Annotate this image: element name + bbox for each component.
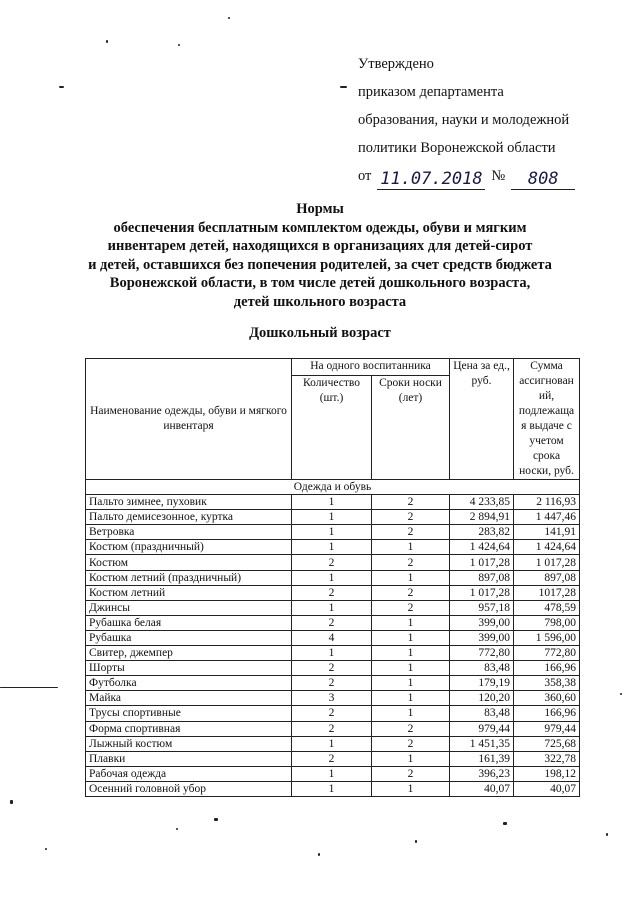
cell-name: Костюм xyxy=(86,555,292,570)
approval-region: политики Воронежской области xyxy=(358,140,556,156)
header-qty: Количество (шт.) xyxy=(292,375,372,479)
cell-term: 1 xyxy=(372,781,450,796)
cell-sum: 979,44 xyxy=(514,721,580,736)
cell-name: Трусы спортивные xyxy=(86,706,292,721)
cell-price: 120,20 xyxy=(450,691,514,706)
scan-speck xyxy=(214,818,218,821)
cell-name: Плавки xyxy=(86,751,292,766)
approval-approved: Утверждено xyxy=(358,56,434,72)
cell-term: 2 xyxy=(372,525,450,540)
table-row xyxy=(86,766,580,781)
cell-name: Костюм летний xyxy=(86,585,292,600)
table-row xyxy=(86,570,580,585)
cell-price: 283,82 xyxy=(450,525,514,540)
cell-qty: 4 xyxy=(292,630,372,645)
cell-price: 1 451,35 xyxy=(450,736,514,751)
cell-price: 957,18 xyxy=(450,600,514,615)
scan-speck xyxy=(503,822,507,825)
table-row xyxy=(86,661,580,676)
header-price: Цена за ед., руб. xyxy=(450,359,514,480)
cell-term: 2 xyxy=(372,510,450,525)
document-title xyxy=(0,200,640,312)
table-row xyxy=(86,751,580,766)
title-line: детей школьного возраста xyxy=(233,293,407,310)
cell-qty: 2 xyxy=(292,615,372,630)
cell-price: 83,48 xyxy=(450,661,514,676)
cell-price: 2 894,91 xyxy=(450,510,514,525)
cell-term: 2 xyxy=(372,736,450,751)
cell-name: Шорты xyxy=(86,661,292,676)
table-row xyxy=(86,600,580,615)
cell-name: Рубашка белая xyxy=(86,615,292,630)
title-line: инвентарем детей, находящихся в организациях для детей-сирот xyxy=(107,238,533,255)
cell-qty: 2 xyxy=(292,585,372,600)
scan-speck xyxy=(59,86,64,88)
cell-term: 1 xyxy=(372,615,450,630)
norms-table xyxy=(85,358,580,797)
approval-ot: от xyxy=(358,168,372,184)
table-row xyxy=(86,615,580,630)
scan-speck xyxy=(106,40,108,43)
cell-sum: 322,78 xyxy=(514,751,580,766)
header-term: Сроки носки (лет) xyxy=(372,375,450,479)
scan-speck xyxy=(606,833,608,836)
cell-name: Пальто зимнее, пуховик xyxy=(86,495,292,510)
approval-block xyxy=(358,50,598,190)
cell-qty: 1 xyxy=(292,495,372,510)
cell-name: Ветровка xyxy=(86,525,292,540)
cell-sum: 478,59 xyxy=(514,600,580,615)
table-row xyxy=(86,525,580,540)
cell-term: 2 xyxy=(372,721,450,736)
table-row xyxy=(86,585,580,600)
table-row xyxy=(86,691,580,706)
cell-price: 179,19 xyxy=(450,676,514,691)
cell-sum: 1 596,00 xyxy=(514,630,580,645)
cell-name: Осенний головной убор xyxy=(86,781,292,796)
cell-qty: 3 xyxy=(292,691,372,706)
cell-price: 83,48 xyxy=(450,706,514,721)
cell-term: 1 xyxy=(372,646,450,661)
scan-speck xyxy=(415,840,417,843)
cell-price: 772,80 xyxy=(450,646,514,661)
cell-name: Лыжный костюм xyxy=(86,736,292,751)
cell-term: 2 xyxy=(372,495,450,510)
handwritten-number: 808 xyxy=(511,169,575,190)
title-line: Воронежской области, в том числе детей дошкольного возраста, xyxy=(109,275,531,292)
cell-term: 1 xyxy=(372,676,450,691)
cell-qty: 2 xyxy=(292,706,372,721)
cell-sum: 1 424,64 xyxy=(514,540,580,555)
cell-term: 2 xyxy=(372,555,450,570)
section-subtitle: Дошкольный возраст xyxy=(249,325,391,341)
cell-price: 40,07 xyxy=(450,781,514,796)
scan-speck xyxy=(620,693,622,695)
cell-name: Форма спортивная xyxy=(86,721,292,736)
cell-sum: 725,68 xyxy=(514,736,580,751)
cell-price: 1 017,28 xyxy=(450,555,514,570)
table-row xyxy=(86,736,580,751)
cell-qty: 1 xyxy=(292,646,372,661)
number-sign: № xyxy=(491,168,506,184)
cell-price: 979,44 xyxy=(450,721,514,736)
cell-name: Рабочая одежда xyxy=(86,766,292,781)
cell-name: Пальто демисезонное, куртка xyxy=(86,510,292,525)
scan-speck xyxy=(340,86,347,88)
cell-sum: 897,08 xyxy=(514,570,580,585)
cell-sum: 198,12 xyxy=(514,766,580,781)
cell-qty: 1 xyxy=(292,510,372,525)
cell-price: 399,00 xyxy=(450,630,514,645)
scan-speck xyxy=(45,848,47,850)
cell-price: 4 233,85 xyxy=(450,495,514,510)
cell-qty: 1 xyxy=(292,766,372,781)
approval-department: образования, науки и молодежной xyxy=(358,112,570,128)
scan-speck xyxy=(178,44,180,46)
cell-term: 1 xyxy=(372,540,450,555)
cell-term: 2 xyxy=(372,585,450,600)
cell-price: 161,39 xyxy=(450,751,514,766)
cell-term: 1 xyxy=(372,630,450,645)
cell-sum: 360,60 xyxy=(514,691,580,706)
table-row xyxy=(86,630,580,645)
cell-sum: 1 017,28 xyxy=(514,555,580,570)
cell-sum: 2 116,93 xyxy=(514,495,580,510)
table-row xyxy=(86,781,580,796)
scan-speck xyxy=(318,853,320,856)
cell-name: Рубашка xyxy=(86,630,292,645)
cell-qty: 1 xyxy=(292,781,372,796)
cell-term: 2 xyxy=(372,600,450,615)
cell-qty: 1 xyxy=(292,525,372,540)
handwritten-date: 11.07.2018 xyxy=(377,169,485,190)
header-per-pupil: На одного воспитанника xyxy=(292,359,450,376)
cell-sum: 358,38 xyxy=(514,676,580,691)
cell-name: Джинсы xyxy=(86,600,292,615)
title-line: обеспечения бесплатным комплектом одежды, обуви и мягким xyxy=(113,219,527,236)
section-row: Одежда и обувь xyxy=(86,480,580,495)
cell-qty: 2 xyxy=(292,721,372,736)
scan-speck xyxy=(176,828,178,830)
cell-qty: 2 xyxy=(292,555,372,570)
cell-price: 396,23 xyxy=(450,766,514,781)
cell-price: 897,08 xyxy=(450,570,514,585)
table-row xyxy=(86,510,580,525)
header-name: Наименование одежды, обуви и мягкого инвентаря xyxy=(86,359,292,480)
cell-qty: 1 xyxy=(292,540,372,555)
table-row xyxy=(86,676,580,691)
cell-price: 399,00 xyxy=(450,615,514,630)
cell-term: 2 xyxy=(372,766,450,781)
cell-sum: 772,80 xyxy=(514,646,580,661)
cell-sum: 40,07 xyxy=(514,781,580,796)
cell-sum: 1 447,46 xyxy=(514,510,580,525)
table-row xyxy=(86,540,580,555)
table-row xyxy=(86,721,580,736)
cell-term: 1 xyxy=(372,661,450,676)
scan-speck xyxy=(0,687,58,688)
cell-sum: 166,96 xyxy=(514,706,580,721)
cell-price: 1 017,28 xyxy=(450,585,514,600)
cell-name: Футболка xyxy=(86,676,292,691)
cell-sum: 166,96 xyxy=(514,661,580,676)
table-row xyxy=(86,555,580,570)
table-row xyxy=(86,495,580,510)
header-sum: Сумма ассигнован ий, подлежаща я выдаче с учетом срока носки, руб. xyxy=(514,359,580,480)
cell-name: Костюм летний (праздничный) xyxy=(86,570,292,585)
table-row xyxy=(86,646,580,661)
scan-speck xyxy=(228,17,230,19)
title-line: Нормы xyxy=(296,201,344,217)
cell-qty: 1 xyxy=(292,736,372,751)
cell-name: Костюм (праздничный) xyxy=(86,540,292,555)
cell-sum: 1017,28 xyxy=(514,585,580,600)
approval-date-number xyxy=(358,162,598,190)
cell-term: 1 xyxy=(372,751,450,766)
scan-speck xyxy=(10,800,13,804)
table-row xyxy=(86,706,580,721)
cell-qty: 2 xyxy=(292,751,372,766)
cell-name: Майка xyxy=(86,691,292,706)
cell-qty: 1 xyxy=(292,570,372,585)
cell-sum: 798,00 xyxy=(514,615,580,630)
cell-term: 1 xyxy=(372,570,450,585)
title-line: и детей, оставшихся без попечения родителей, за счет средств бюджета xyxy=(88,256,552,273)
cell-price: 1 424,64 xyxy=(450,540,514,555)
cell-qty: 1 xyxy=(292,600,372,615)
approval-order: приказом департамента xyxy=(358,84,504,100)
cell-term: 1 xyxy=(372,706,450,721)
cell-term: 1 xyxy=(372,691,450,706)
cell-name: Свитер, джемпер xyxy=(86,646,292,661)
cell-sum: 141,91 xyxy=(514,525,580,540)
cell-qty: 2 xyxy=(292,661,372,676)
cell-qty: 2 xyxy=(292,676,372,691)
